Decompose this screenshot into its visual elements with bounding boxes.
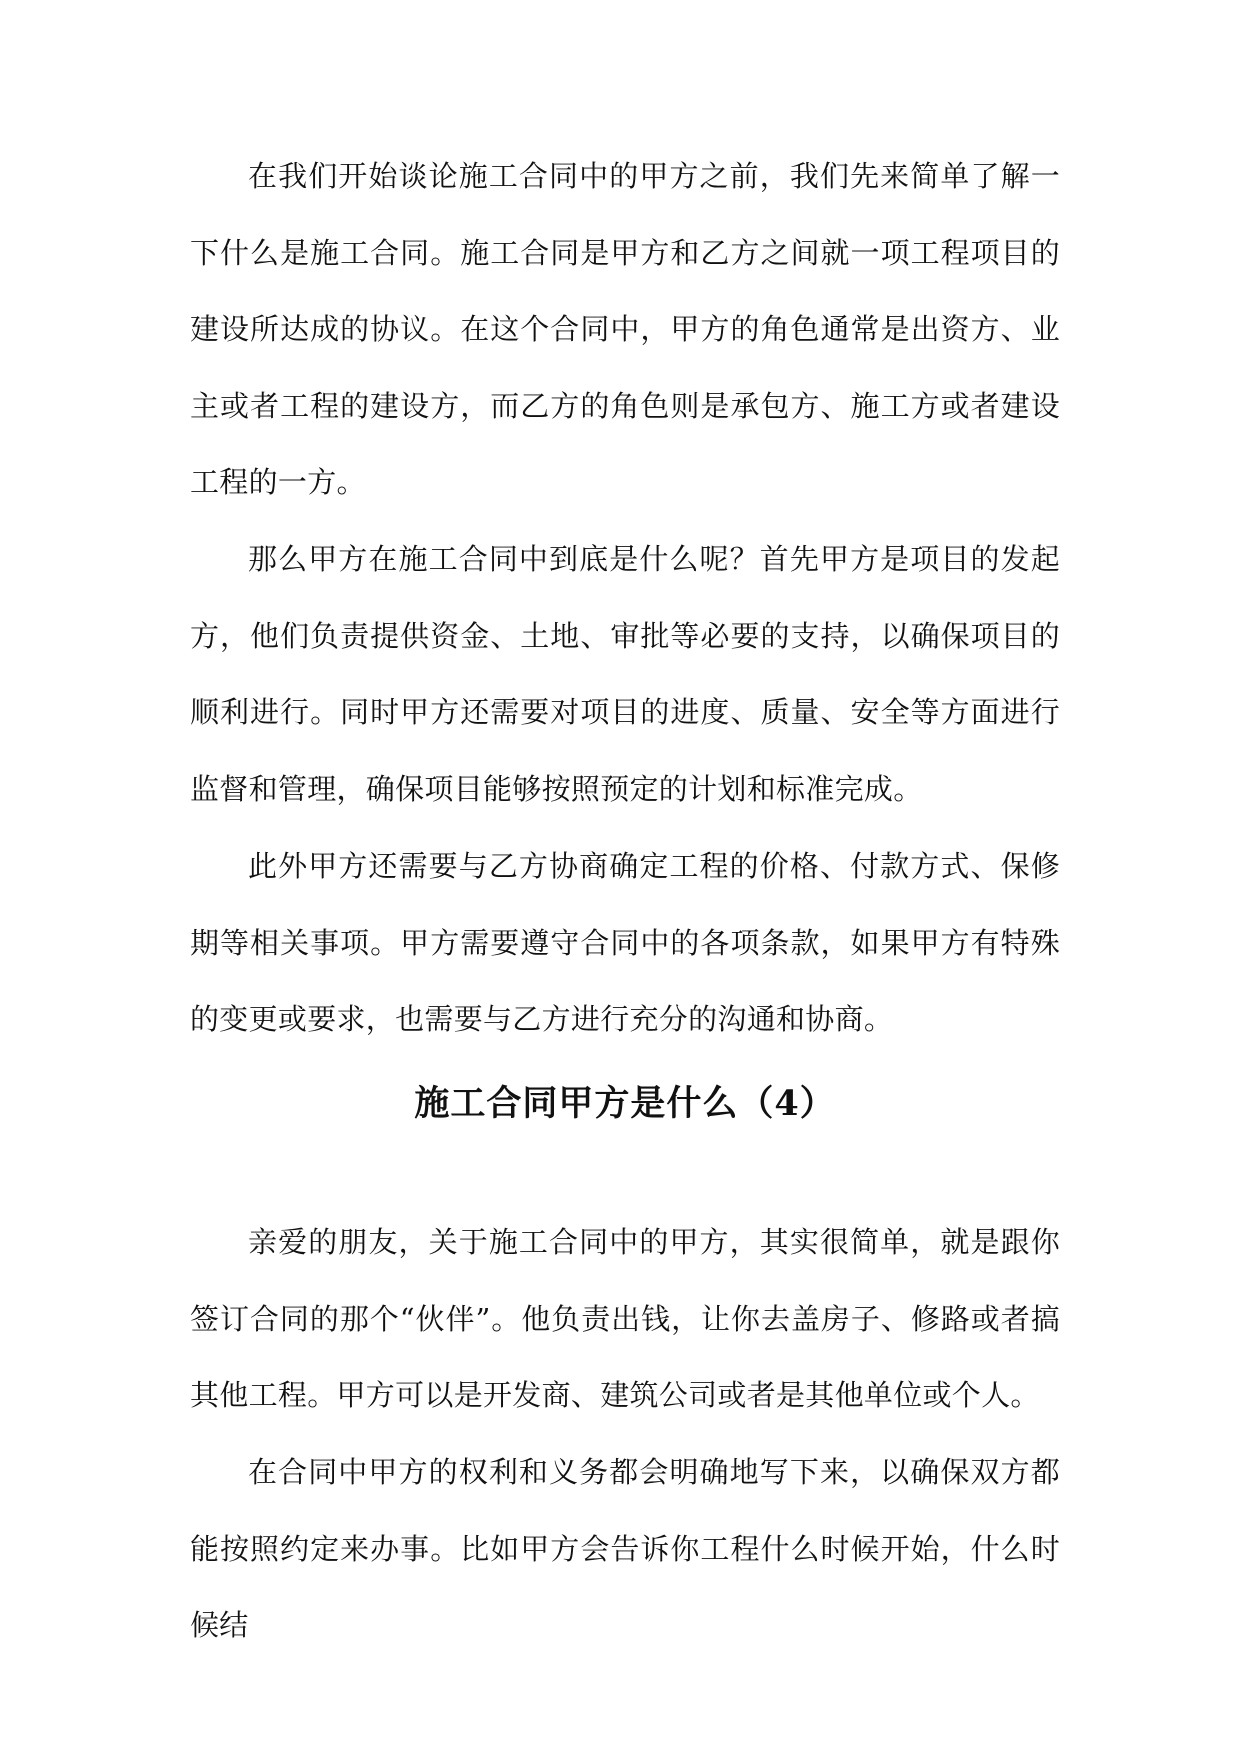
paragraph-party-a-negotiation: 此外甲方还需要与乙方协商确定工程的价格、付款方式、保修期等相关事项。甲方需要遵守合同中的各项条款，如果甲方有特殊的变更或要求，也需要与乙方进行充分的沟通和协商。 (190, 849, 1060, 1037)
section-heading: 施工合同甲方是什么（4） (414, 1083, 836, 1124)
paragraph-party-a-role: 那么甲方在施工合同中到底是什么呢？首先甲方是项目的发起方，他们负责提供资金、土地、审批等必要的支持，以确保项目的顺利进行。同时甲方还需要对项目的进度、质量、安全等方面进行监督和管理，确保项目能够按照预定的计划和标准完成。 (190, 542, 1060, 806)
paragraph-friendly-explanation: 亲爱的朋友，关于施工合同中的甲方，其实很简单，就是跟你签订合同的那个“伙伴”。他负责出钱，让你去盖房子、修路或者搞其他工程。甲方可以是开发商、建筑公司或者是其他单位或个人。 (190, 1225, 1060, 1413)
paragraph-rights-obligations: 在合同中甲方的权利和义务都会明确地写下来，以确保双方都能按照约定来办事。比如甲方会告诉你工程什么时候开始，什么时候结 (190, 1455, 1060, 1643)
paragraph-intro-contract: 在我们开始谈论施工合同中的甲方之前，我们先来简单了解一下什么是施工合同。施工合同是甲方和乙方之间就一项工程项目的建设所达成的协议。在这个合同中，甲方的角色通常是出资方、业主或者工程的建设方，而乙方的角色则是承包方、施工方或者建设工程的一方。 (190, 159, 1060, 500)
